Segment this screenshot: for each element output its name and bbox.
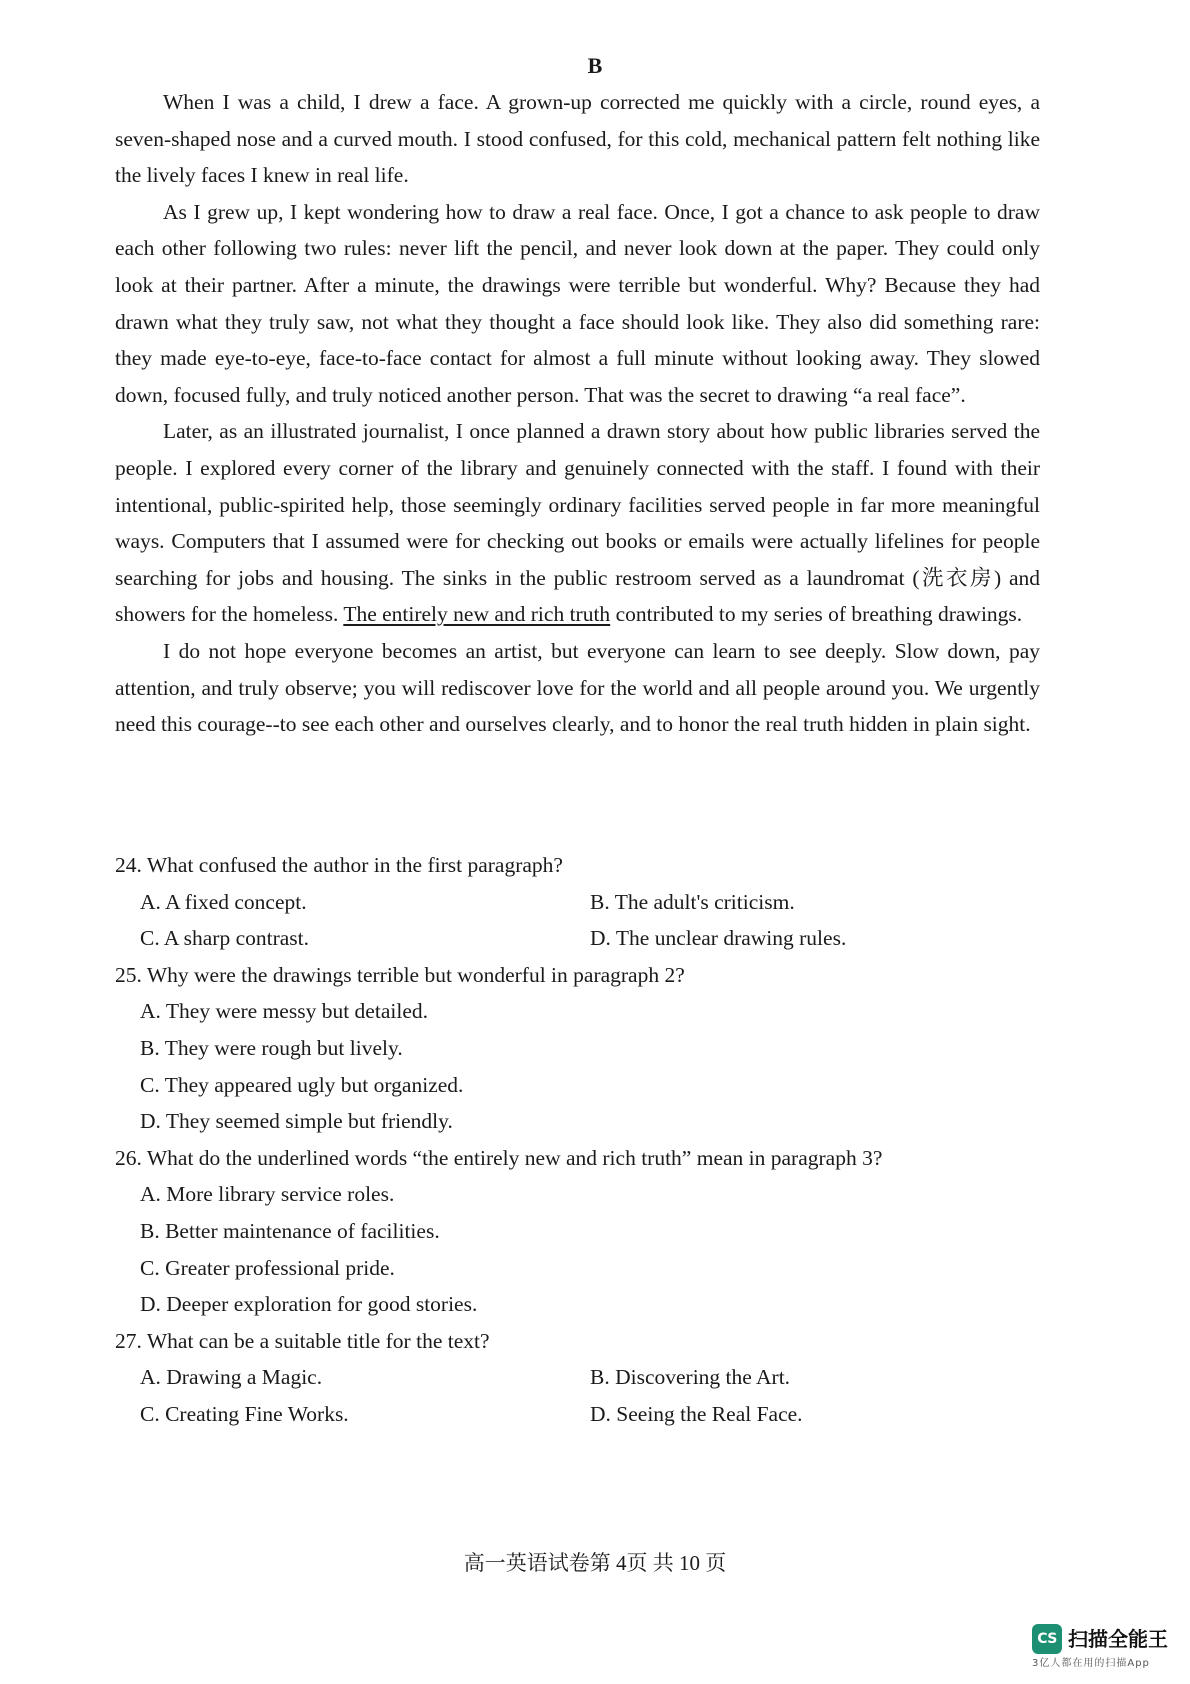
option-b: B. Discovering the Art.: [590, 1365, 791, 1390]
scanner-app-name: 扫描全能王: [1068, 1627, 1168, 1651]
paragraph-3: [115, 413, 1040, 633]
option-list: [115, 1176, 1040, 1322]
question-stem: 25. Why were the drawings terrible but wonderful in paragraph 2?: [115, 962, 685, 987]
paragraph-1: When I was a child, I drew a face. A grown-up corrected me quickly with a circle, round eyes, a seven-shaped nose and a curved mouth. I stood confused, for this cold, mechanical pattern felt nothing like the lively faces I knew in real life.: [115, 90, 1040, 188]
option-d: D. Deeper exploration for good stories.: [140, 1292, 478, 1317]
option-list: [115, 1359, 1040, 1432]
option-c: C. A sharp contrast.: [140, 926, 309, 951]
option-c: C. Creating Fine Works.: [140, 1401, 349, 1426]
reading-passage: [115, 84, 1040, 743]
question-list: [115, 847, 1040, 1433]
question-stem: 26. What do the underlined words “the entirely new and rich truth” mean in paragraph 3?: [115, 1145, 883, 1170]
option-b: B. They were rough but lively.: [140, 1035, 403, 1060]
option-list: [115, 993, 1040, 1139]
scanner-tagline: 3亿人都在用的扫描App: [1032, 1658, 1150, 1669]
option-list: [115, 884, 1040, 957]
question-stem: 27. What can be a suitable title for the text?: [115, 1328, 490, 1353]
option-d: D. The unclear drawing rules.: [590, 926, 847, 951]
scanner-watermark: [1032, 1624, 1182, 1672]
page-footer: 高一英语试卷第 4页 共 10 页: [463, 1551, 727, 1575]
option-a: A. They were messy but detailed.: [140, 999, 428, 1024]
option-c: C. They appeared ugly but organized.: [140, 1072, 464, 1097]
option-c: C. Greater professional pride.: [140, 1255, 395, 1280]
question-24: [115, 847, 1040, 957]
paragraph-2: As I grew up, I kept wondering how to draw a real face. Once, I got a chance to ask people to draw each other following two rules: never lift the pencil, and never look down at the paper. They could only look at their partner. After a minute, the drawings were terrible but wonderful. Why? Because they had drawn what they truly saw, not what they thought a face should look like. They also did something rare: they made eye-to-eye, face-to-face contact for almost a full minute without looking away. They slowed down, focused fully, and truly noticed another person. That was the secret to drawing “a real face”.: [115, 199, 1040, 407]
option-a: A. Drawing a Magic.: [140, 1365, 323, 1390]
question-25: [115, 957, 1040, 1140]
underlined-phrase: The entirely new and rich truth: [343, 602, 611, 627]
option-a: A. More library service roles.: [140, 1182, 395, 1207]
paragraph-4: I do not hope everyone becomes an artist, but everyone can learn to see deeply. Slow down, pay attention, and truly observe; you will rediscover love for the world and all people around you. We urgently need this courage--to see each other and ourselves clearly, and to honor the real truth hidden in plain sight.: [115, 638, 1040, 737]
question-27: [115, 1323, 1040, 1433]
option-d: D. Seeing the Real Face.: [590, 1401, 803, 1426]
paragraph-3-text-after: contributed to my series of breathing drawings.: [610, 602, 1023, 627]
option-b: B. Better maintenance of facilities.: [140, 1218, 440, 1243]
section-heading: B: [587, 53, 603, 78]
option-d: D. They seemed simple but friendly.: [140, 1109, 453, 1134]
option-a: A. A fixed concept.: [140, 889, 307, 914]
question-stem: 24. What confused the author in the first paragraph?: [115, 853, 563, 877]
paragraph-3-text-before: Later, as an illustrated journalist, I once planned a drawn story about how public libraries served the people. I explored every corner of the library and genuinely connected with the staff. I found with their intentional, public-spirited help, those seemingly ordinary facilities served people in far more meaningful ways. Computers that I assumed were for checking out books or emails were actually lifelines for people searching for jobs and housing. The sinks in the public restroom served as a laundromat (洗衣房) and showers for the homeless.: [115, 419, 1040, 627]
camscanner-logo-icon: CS: [1032, 1624, 1062, 1654]
option-b: B. The adult's criticism.: [590, 889, 795, 914]
question-26: [115, 1140, 1040, 1323]
